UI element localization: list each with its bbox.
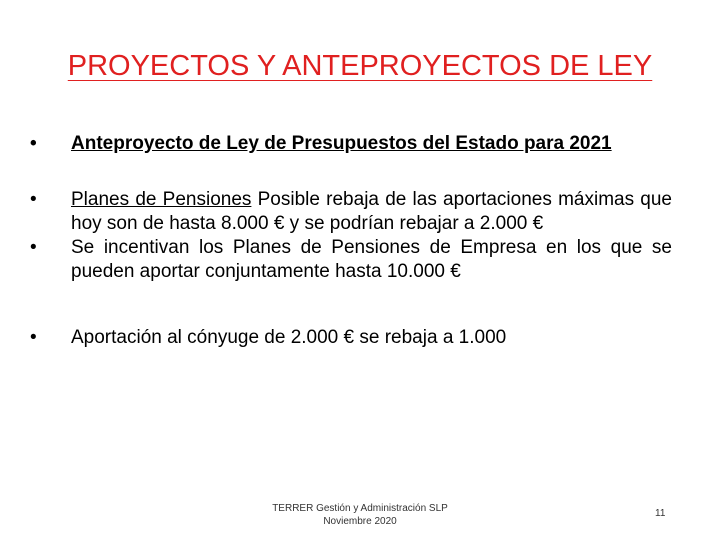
- footer: [0, 502, 720, 528]
- bullet-item-anteproyecto: [30, 132, 672, 156]
- page-number: 11: [655, 508, 666, 519]
- bullet-item-planes-pensiones: [30, 188, 672, 236]
- slide-title: PROYECTOS Y ANTEPROYECTOS DE LEY: [67, 50, 653, 82]
- bullet-text: Aportación al cónyuge de 2.000 € se rebaja a 1.000: [71, 327, 507, 348]
- bullet-item-conyuge: [30, 326, 672, 350]
- bullet-text: Se incentivan los Planes de Pensiones de Empresa en los que se pueden aportar conjuntamente hasta 10.000 €: [71, 237, 672, 282]
- bullet-item-planes-empresa: [30, 236, 672, 284]
- footer-date: Noviembre 2020: [323, 516, 397, 527]
- bullet-label: Planes de Pensiones: [71, 189, 252, 210]
- bullet-text: Posible rebaja de las aportaciones máximas que hoy son de hasta 8.000 € y se podrían rebajar a 2.000 €: [71, 189, 673, 234]
- footer-company: TERRER Gestión y Administración SLP: [272, 503, 448, 514]
- bullet-text: Anteproyecto de Ley de Presupuestos del Estado para 2021: [71, 133, 612, 154]
- bullet-list: [30, 132, 672, 350]
